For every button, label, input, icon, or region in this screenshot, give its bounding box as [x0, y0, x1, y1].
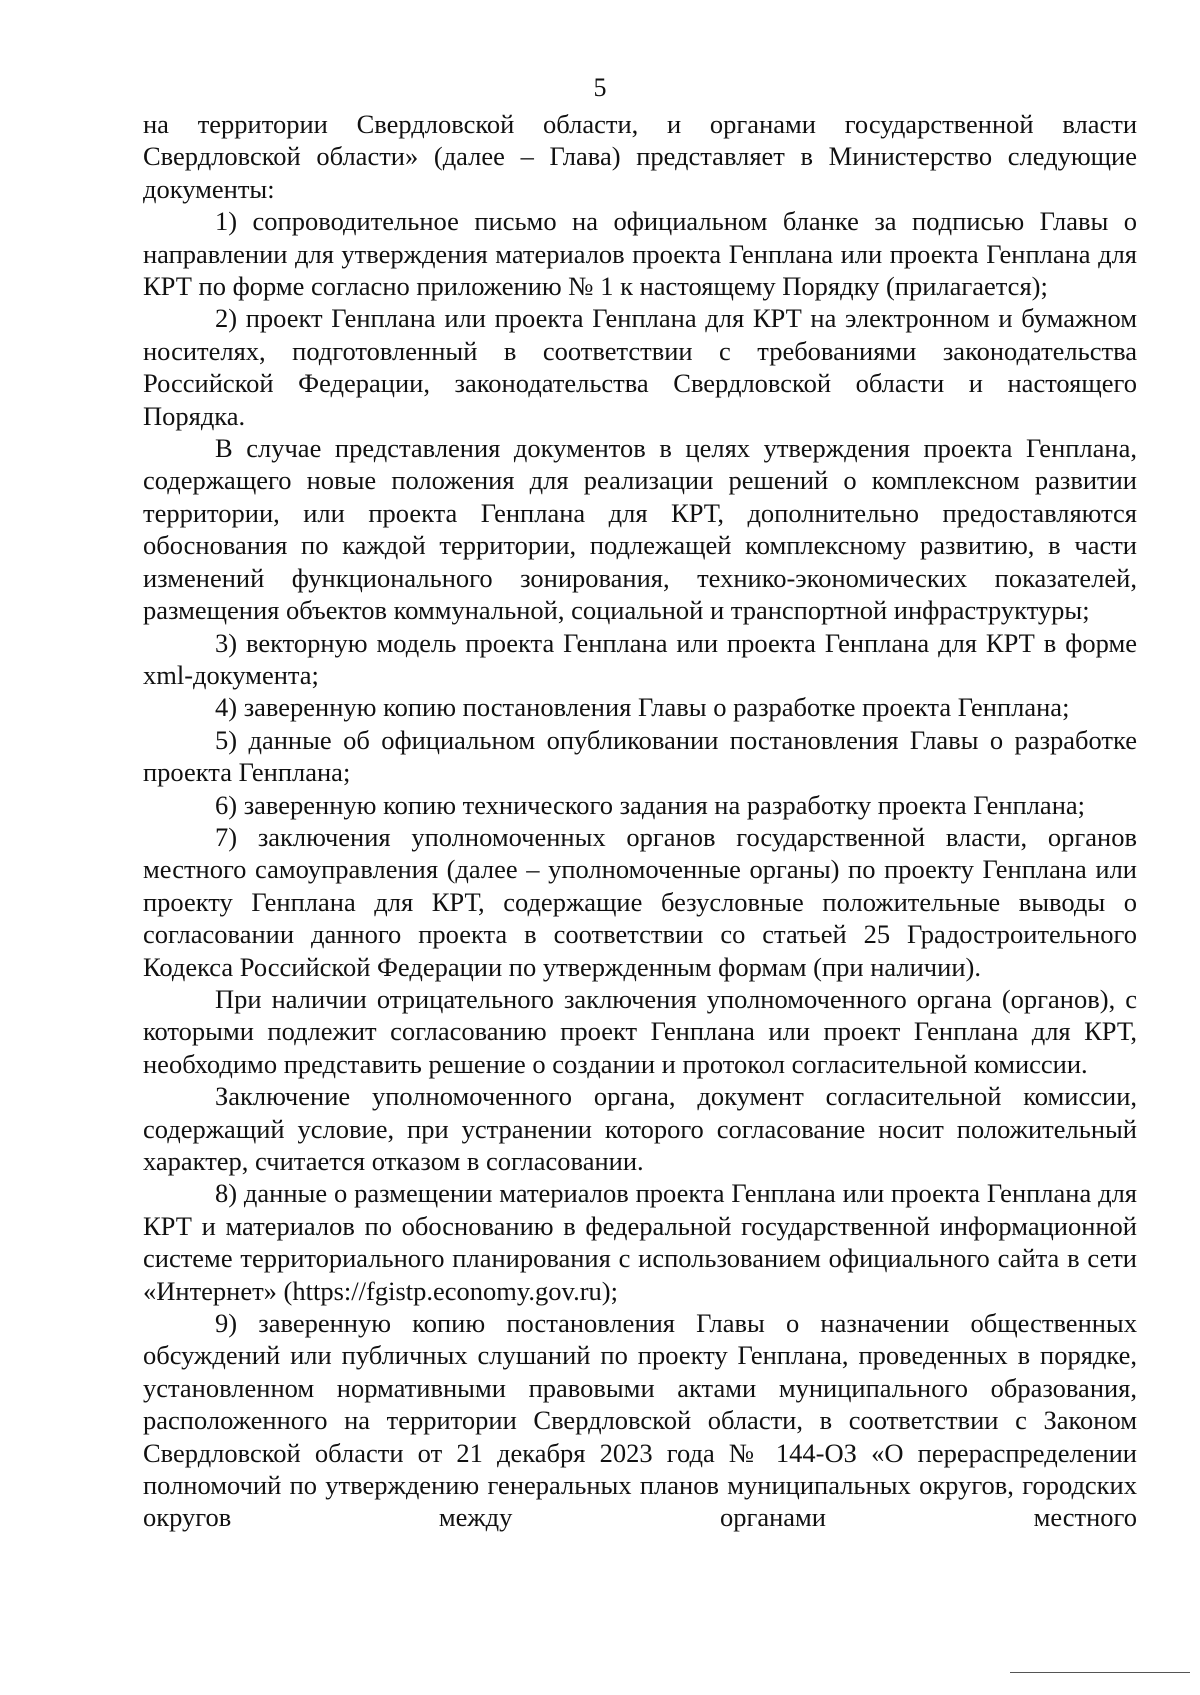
- list-item-6: 6) заверенную копию технического задания на разработку проекта Генплана;: [215, 789, 1085, 820]
- paragraph-continuation: на территории Свердловской области, и органами государственной власти Свердловской области» (далее – Глава) представляет в Министерство следующие документы:: [143, 109, 1137, 204]
- document-body: [143, 108, 1137, 1534]
- list-item-1: 1) сопроводительное письмо на официальном бланке за подписью Главы о направлении для утверждения материалов проекта Генплана или проекта Генплана для КРТ по форме согласно приложению № 1 к настоящему Порядку (прилагается);: [143, 206, 1137, 302]
- footer-rule: [1010, 1672, 1190, 1673]
- list-item-3: 3) векторную модель проекта Генплана или проекта Генплана для КРТ в форме xml-документа;: [143, 627, 1137, 690]
- list-item-7: 7) заключения уполномоченных органов государственной власти, органов местного самоуправления (далее – уполномоченные органы) по проекту Генплана или проекту Генплана для КРТ, содержащие безусловные положительные выводы о согласовании данного проекта в соответствии со статьей 25 Градостроительного Кодекса Российской Федерации по утвержденным формам (при наличии).: [143, 821, 1137, 982]
- page-number: 5: [593, 73, 607, 102]
- list-item-8: 8) данные о размещении материалов проекта Генплана или проекта Генплана для КРТ и материалов по обоснованию в федеральной государственной информационной системе территориального планирования с использованием официального сайта в сети «Интернет» (https://fgistp.economy.gov.ru);: [143, 1178, 1137, 1306]
- list-item-4: 4) заверенную копию постановления Главы о разработке проекта Генплана;: [215, 692, 1070, 723]
- paragraph-krt-justification: В случае представления документов в целях утверждения проекта Генплана, содержащего новые положения для реализации решений о комплексном развитии территории, или проекта Генплана для КРТ, дополнительно предоставляются обоснования по каждой территории, подлежащей комплексному развитию, в части изменений функционального зонирования, технико-экономических показателей, размещения объектов коммунальной, социальной и транспортной инфраструктуры;: [143, 433, 1137, 626]
- paragraph-negative-conclusion: При наличии отрицательного заключения уполномоченного органа (органов), с которыми подлежит согласованию проект Генплана или проект Генплана для КРТ, необходимо представить решение о создании и протокол согласительной комиссии.: [143, 983, 1137, 1079]
- list-item-9: 9) заверенную копию постановления Главы о назначении общественных обсуждений или публичных слушаний по проекту Генплана, проведенных в порядке, установленном нормативными правовыми актами муниципального образования, расположенного на территории Свердловской области, в соответствии с Законом Свердловской области от 21 декабря 2023 года № 144-ОЗ «О перераспределении полномочий по утверждению генеральных планов муниципальных округов, городских округов между органами местного: [143, 1308, 1137, 1533]
- list-item-5: 5) данные об официальном опубликовании постановления Главы о разработке проекта Генплана;: [143, 724, 1137, 788]
- list-item-2: 2) проект Генплана или проекта Генплана для КРТ на электронном и бумажном носителях, подготовленный в соответствии с требованиями законодательства Российской Федерации, законодательства Свердловской области и настоящего Порядка.: [143, 303, 1137, 431]
- paragraph-conditional-conclusion: Заключение уполномоченного органа, документ согласительной комиссии, содержащий условие, при устранении которого согласование носит положительный характер, считается отказом в согласовании.: [143, 1081, 1137, 1176]
